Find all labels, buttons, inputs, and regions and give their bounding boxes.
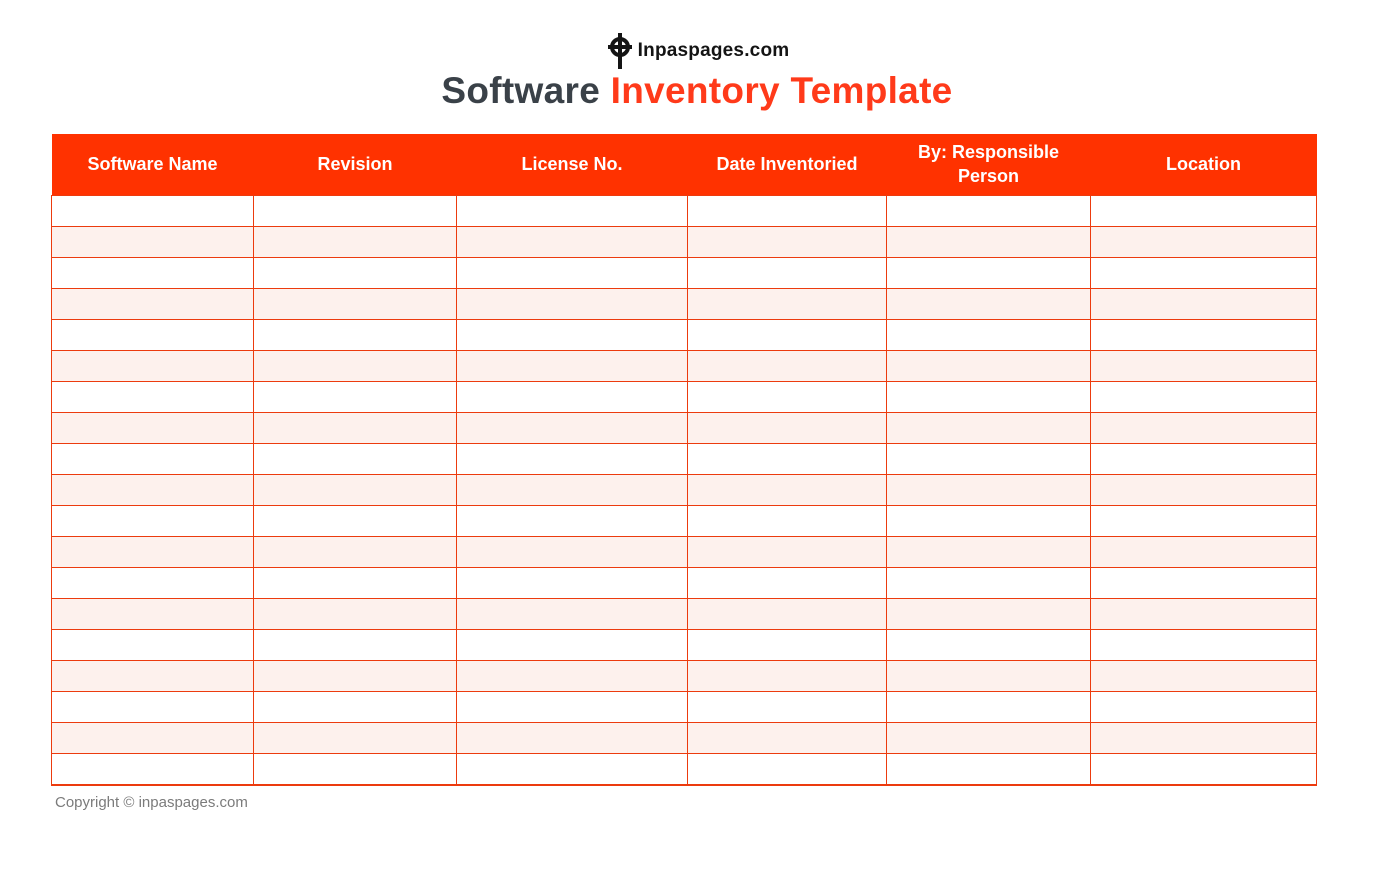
table-cell <box>688 351 887 382</box>
table-cell <box>688 537 887 568</box>
table-cell <box>254 320 457 351</box>
table-cell <box>457 289 688 320</box>
table-cell <box>457 351 688 382</box>
table-cell <box>1091 506 1317 537</box>
table-row <box>52 754 1317 785</box>
page-title-accent: Inventory Template <box>600 70 953 111</box>
table-cell <box>887 351 1091 382</box>
table-cell <box>52 258 254 289</box>
table-cell <box>52 537 254 568</box>
table-row <box>52 444 1317 475</box>
table-cell <box>887 258 1091 289</box>
table-cell <box>887 227 1091 258</box>
table-cell <box>688 754 887 785</box>
table-cell <box>887 444 1091 475</box>
table-cell <box>254 382 457 413</box>
table-row <box>52 475 1317 506</box>
table-cell <box>457 537 688 568</box>
table-cell <box>688 227 887 258</box>
table-cell <box>688 723 887 754</box>
table-cell <box>457 382 688 413</box>
table-row <box>52 382 1317 413</box>
table-cell <box>254 475 457 506</box>
column-header-license-no: License No. <box>457 134 688 196</box>
table-cell <box>1091 599 1317 630</box>
table-row <box>52 320 1317 351</box>
table-cell <box>52 754 254 785</box>
table-cell <box>254 692 457 723</box>
table-row <box>52 692 1317 723</box>
table-cell <box>457 227 688 258</box>
table-cell <box>887 630 1091 661</box>
table-cell <box>1091 630 1317 661</box>
table-cell <box>688 320 887 351</box>
table-cell <box>254 568 457 599</box>
table-cell <box>52 475 254 506</box>
table-cell <box>52 568 254 599</box>
table-cell <box>52 351 254 382</box>
table-cell <box>1091 227 1317 258</box>
table-cell <box>52 320 254 351</box>
table-cell <box>254 506 457 537</box>
table-cell <box>1091 537 1317 568</box>
table-cell <box>457 723 688 754</box>
table-cell <box>1091 692 1317 723</box>
table-cell <box>254 630 457 661</box>
table-cell <box>457 320 688 351</box>
table-row <box>52 537 1317 568</box>
table-cell <box>887 382 1091 413</box>
table-cell <box>1091 413 1317 444</box>
table-cell <box>457 599 688 630</box>
table-cell <box>52 630 254 661</box>
table-cell <box>887 506 1091 537</box>
table-cell <box>1091 382 1317 413</box>
column-header-responsible-person: By: Responsible Person <box>887 134 1091 196</box>
table-row <box>52 413 1317 444</box>
table-cell <box>254 537 457 568</box>
table-cell <box>52 599 254 630</box>
table-cell <box>887 537 1091 568</box>
table-cell <box>887 692 1091 723</box>
table-cell <box>457 444 688 475</box>
table-cell <box>688 568 887 599</box>
table-cell <box>1091 320 1317 351</box>
table-row <box>52 661 1317 692</box>
table-cell <box>457 692 688 723</box>
site-logo-text: Inpaspages.com <box>637 40 790 61</box>
inventory-table-body <box>52 196 1317 785</box>
table-row <box>52 289 1317 320</box>
table-cell <box>1091 754 1317 785</box>
table-cell <box>1091 444 1317 475</box>
table-cell <box>1091 196 1317 227</box>
table-cell <box>52 444 254 475</box>
copyright-text: Copyright © inpaspages.com <box>55 793 248 811</box>
celtic-cross-icon <box>605 33 635 69</box>
table-cell <box>688 382 887 413</box>
table-cell <box>887 661 1091 692</box>
table-cell <box>52 382 254 413</box>
table-cell <box>52 506 254 537</box>
table-cell <box>52 289 254 320</box>
inventory-table <box>51 134 1317 786</box>
column-header-software-name: Software Name <box>52 134 254 196</box>
page-title <box>0 72 1394 109</box>
table-cell <box>52 227 254 258</box>
table-cell <box>254 599 457 630</box>
table-cell <box>457 196 688 227</box>
table-cell <box>457 754 688 785</box>
table-cell <box>1091 475 1317 506</box>
table-row <box>52 351 1317 382</box>
page-title-prefix: Software <box>441 70 601 111</box>
table-cell <box>254 258 457 289</box>
table-cell <box>688 196 887 227</box>
table-cell <box>1091 661 1317 692</box>
table-row <box>52 506 1317 537</box>
column-header-location: Location <box>1091 134 1317 196</box>
table-cell <box>457 413 688 444</box>
table-cell <box>688 413 887 444</box>
table-cell <box>688 692 887 723</box>
table-cell <box>457 568 688 599</box>
table-cell <box>887 320 1091 351</box>
table-row <box>52 258 1317 289</box>
table-cell <box>887 568 1091 599</box>
table-cell <box>1091 258 1317 289</box>
table-cell <box>52 723 254 754</box>
header-row <box>52 134 1317 196</box>
table-cell <box>887 196 1091 227</box>
table-cell <box>52 196 254 227</box>
table-cell <box>887 413 1091 444</box>
table-row <box>52 630 1317 661</box>
table-cell <box>688 258 887 289</box>
table-cell <box>254 351 457 382</box>
table-cell <box>688 661 887 692</box>
table-cell <box>254 723 457 754</box>
table-cell <box>887 475 1091 506</box>
inventory-table-header <box>52 134 1317 196</box>
table-cell <box>254 444 457 475</box>
table-row <box>52 599 1317 630</box>
table-cell <box>1091 568 1317 599</box>
table-cell <box>254 196 457 227</box>
table-cell <box>1091 723 1317 754</box>
table-cell <box>688 444 887 475</box>
table-cell <box>52 692 254 723</box>
table-cell <box>457 630 688 661</box>
table-cell <box>457 258 688 289</box>
column-header-revision: Revision <box>254 134 457 196</box>
table-cell <box>457 506 688 537</box>
table-cell <box>52 661 254 692</box>
table-cell <box>688 506 887 537</box>
site-logo <box>0 0 1394 69</box>
table-cell <box>688 630 887 661</box>
table-cell <box>1091 289 1317 320</box>
table-cell <box>52 413 254 444</box>
table-cell <box>254 754 457 785</box>
table-cell <box>254 661 457 692</box>
table-cell <box>688 289 887 320</box>
table-cell <box>887 723 1091 754</box>
table-cell <box>1091 351 1317 382</box>
table-cell <box>254 227 457 258</box>
table-row <box>52 568 1317 599</box>
table-cell <box>457 661 688 692</box>
table-row <box>52 196 1317 227</box>
table-cell <box>887 289 1091 320</box>
table-cell <box>254 413 457 444</box>
table-cell <box>887 599 1091 630</box>
table-cell <box>688 599 887 630</box>
table-row <box>52 227 1317 258</box>
table-cell <box>887 754 1091 785</box>
table-cell <box>457 475 688 506</box>
table-row <box>52 723 1317 754</box>
table-cell <box>688 475 887 506</box>
table-cell <box>254 289 457 320</box>
column-header-date-inventoried: Date Inventoried <box>688 134 887 196</box>
